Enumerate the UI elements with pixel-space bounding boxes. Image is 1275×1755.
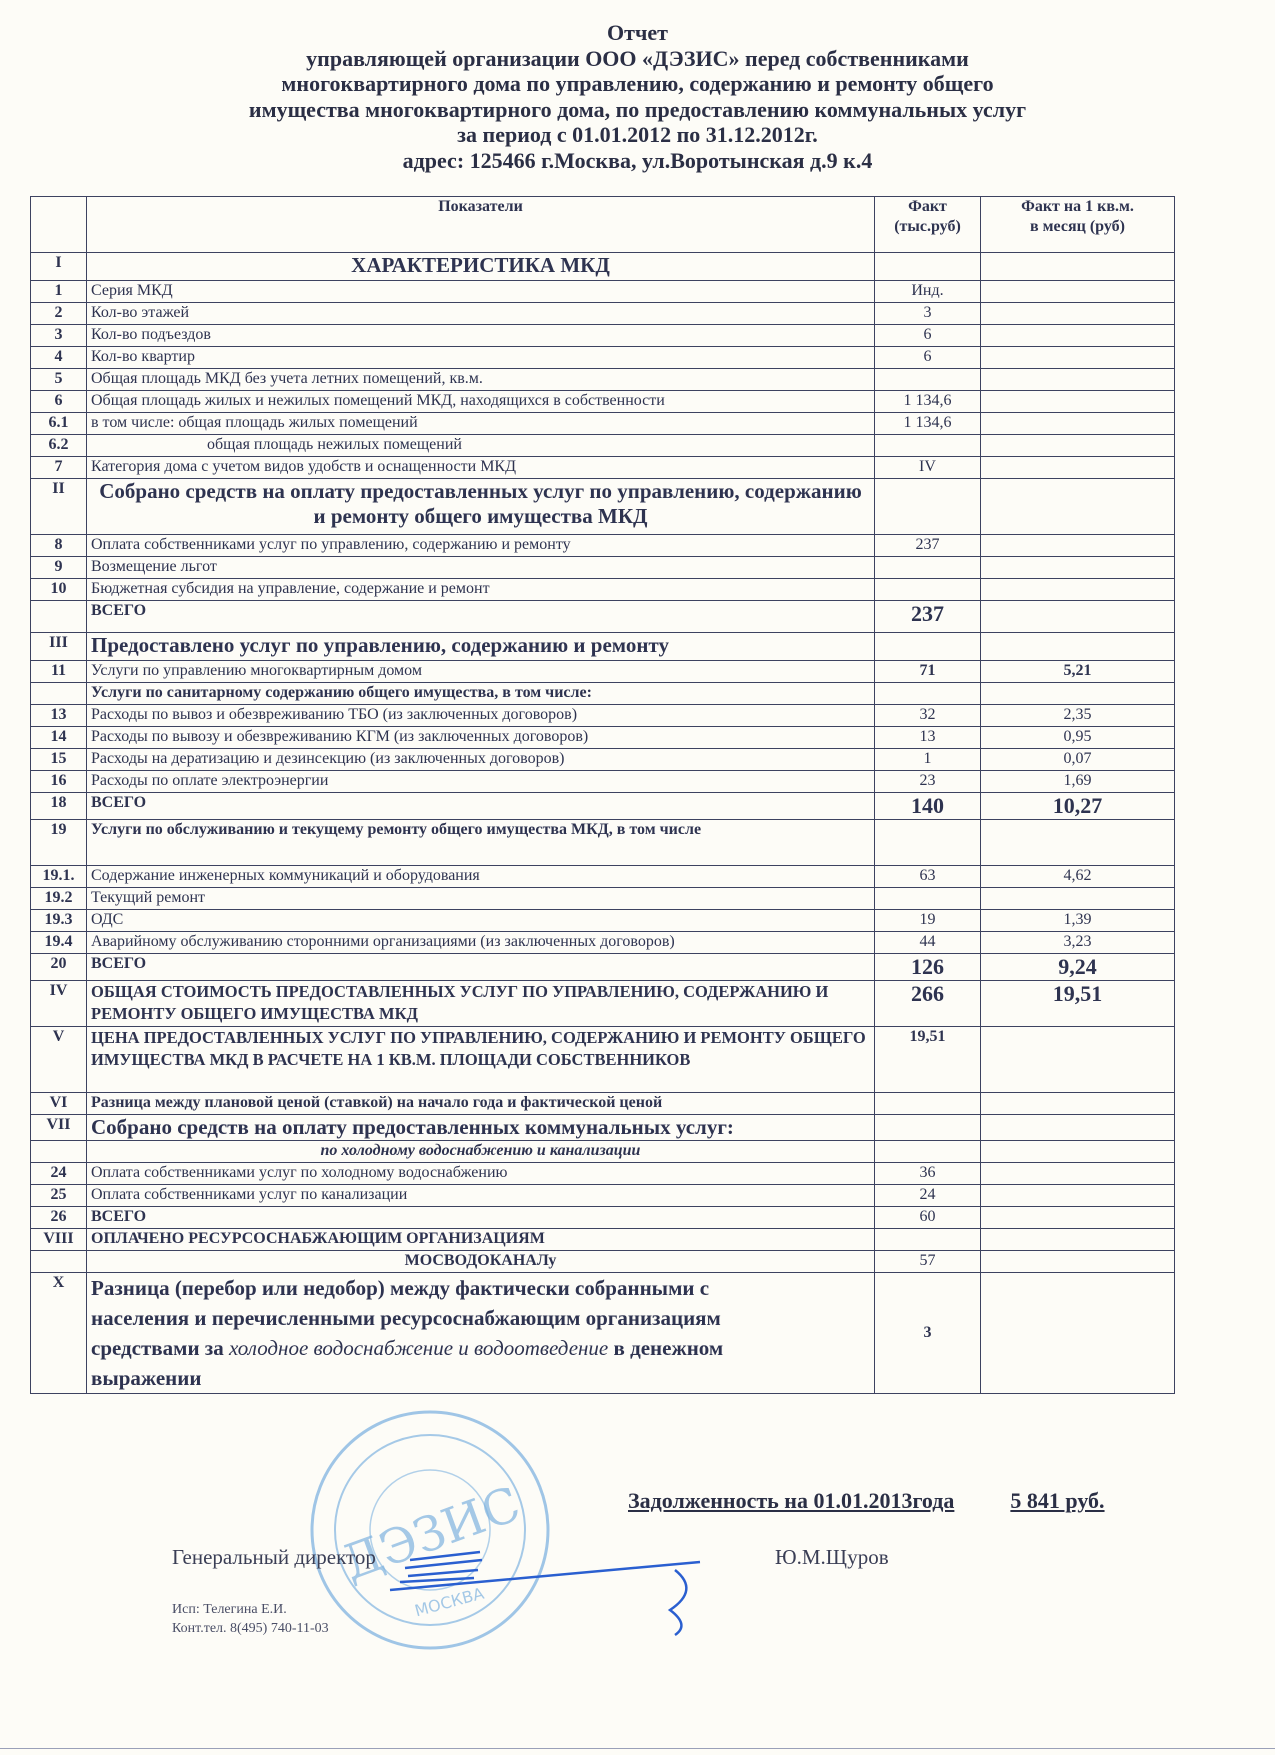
header-fact-line1: Факт	[908, 198, 947, 215]
header-fact-per-m2-line2: в месяц (руб)	[1030, 218, 1125, 235]
row-fact-value: 57	[875, 1251, 981, 1273]
row-number: 19.3	[31, 910, 87, 932]
table-row	[31, 727, 1175, 749]
row-indicator: общая площадь нежилых помещений	[87, 435, 875, 457]
row-fact-value: 19,51	[875, 1027, 981, 1093]
row-number: 19.4	[31, 932, 87, 954]
row-number: 26	[31, 1207, 87, 1229]
row-indicator: ХАРАКТЕРИСТИКА МКД	[87, 253, 875, 281]
row-fact-value: Инд.	[875, 281, 981, 303]
row-number: 19	[31, 820, 87, 866]
signatory-name: Ю.М.Щуров	[775, 1545, 889, 1569]
row-fact-value	[875, 435, 981, 457]
table-row	[31, 303, 1175, 325]
table-row	[31, 253, 1175, 281]
row-fact-value: 1 134,6	[875, 413, 981, 435]
row-fact-value	[875, 557, 981, 579]
table-row	[31, 683, 1175, 705]
table-row	[31, 1185, 1175, 1207]
row-fact-value: 6	[875, 347, 981, 369]
row-per-m2-value	[981, 253, 1175, 281]
report-subtitle-line: управляющей организации ООО «ДЭЗИС» перед собственниками	[306, 45, 969, 71]
row-per-m2-value: 0,07	[981, 749, 1175, 771]
row-indicator: Разница между плановой ценой (ставкой) на начало года и фактической ценой	[87, 1093, 875, 1115]
row-indicator: ОДС	[87, 910, 875, 932]
debt-line	[628, 1488, 1105, 1514]
row-fact-value	[875, 888, 981, 910]
row-number: III	[31, 633, 87, 661]
table-row	[31, 557, 1175, 579]
row-indicator: МОСВОДОКАНАЛу	[87, 1251, 875, 1273]
table-row	[31, 1163, 1175, 1185]
row-number: IV	[31, 981, 87, 1027]
row-indicator: по холодному водоснабжению и канализации	[87, 1141, 875, 1163]
row-indicator: Кол-во этажей	[87, 303, 875, 325]
table-row	[31, 535, 1175, 557]
row-indicator: Общая площадь жилых и нежилых помещений МКД, находящихся в собственности	[87, 391, 875, 413]
row-indicator-text: в денежном выражении	[91, 1336, 724, 1390]
row-fact-value	[875, 479, 981, 535]
table-row	[31, 749, 1175, 771]
table-row	[31, 888, 1175, 910]
debt-amount: 5 841 руб.	[1010, 1488, 1105, 1513]
row-number: II	[31, 479, 87, 535]
row-per-m2-value: 1,69	[981, 771, 1175, 793]
row-number: 2	[31, 303, 87, 325]
table-row	[31, 1207, 1175, 1229]
row-per-m2-value	[981, 391, 1175, 413]
header-fact-line2: (тыс.руб)	[894, 218, 961, 235]
table-row	[31, 369, 1175, 391]
row-number: 15	[31, 749, 87, 771]
row-number: 20	[31, 954, 87, 981]
header-num-cell	[31, 197, 87, 253]
table-row	[31, 820, 1175, 866]
row-number: 11	[31, 661, 87, 683]
row-number: VI	[31, 1093, 87, 1115]
row-number: 8	[31, 535, 87, 557]
row-per-m2-value	[981, 888, 1175, 910]
row-number: 10	[31, 579, 87, 601]
table-row	[31, 413, 1175, 435]
header-indicators: Показатели	[87, 197, 875, 253]
row-per-m2-value	[981, 1273, 1175, 1394]
table-row	[31, 435, 1175, 457]
table-row	[31, 1273, 1175, 1394]
row-fact-value: 19	[875, 910, 981, 932]
row-indicator	[87, 1273, 875, 1394]
table-row	[31, 479, 1175, 535]
row-indicator: Расходы по вывоз и обезвреживанию ТБО (из заключенных договоров)	[87, 705, 875, 727]
svg-text:МОСКВА: МОСКВА	[412, 1583, 486, 1621]
row-fact-value: 13	[875, 727, 981, 749]
row-fact-value: 1 134,6	[875, 391, 981, 413]
row-fact-value	[875, 253, 981, 281]
row-number: 19.1.	[31, 866, 87, 888]
row-per-m2-value	[981, 1141, 1175, 1163]
row-per-m2-value	[981, 633, 1175, 661]
table-row	[31, 1027, 1175, 1093]
table-row	[31, 579, 1175, 601]
executor-phone: Конт.тел. 8(495) 740-11-03	[172, 1621, 329, 1636]
row-fact-value: 44	[875, 932, 981, 954]
table-row	[31, 391, 1175, 413]
row-indicator: Аварийному обслуживанию сторонними организациями (из заключенных договоров)	[87, 932, 875, 954]
signatory-title: Генеральный директор	[172, 1545, 376, 1569]
row-per-m2-value: 19,51	[981, 981, 1175, 1027]
row-indicator: Бюджетная субсидия на управление, содержание и ремонт	[87, 579, 875, 601]
row-fact-value: 36	[875, 1163, 981, 1185]
row-fact-value	[875, 369, 981, 391]
row-indicator-italic: холодное водоснабжение и водоотведение	[229, 1336, 609, 1360]
row-fact-value: 71	[875, 661, 981, 683]
row-fact-value: 32	[875, 705, 981, 727]
row-number: 7	[31, 457, 87, 479]
row-number: 6.1	[31, 413, 87, 435]
row-indicator: Категория дома с учетом видов удобств и оснащенности МКД	[87, 457, 875, 479]
row-indicator: ОБЩАЯ СТОИМОСТЬ ПРЕДОСТАВЛЕННЫХ УСЛУГ ПО УПРАВЛЕНИЮ, СОДЕРЖАНИЮ И РЕМОНТУ ОБЩЕГО ИМУЩЕСТВА МКД	[87, 981, 875, 1027]
row-number: 5	[31, 369, 87, 391]
row-number: X	[31, 1273, 87, 1394]
table-row	[31, 1115, 1175, 1141]
svg-text:ДЭЗИС: ДЭЗИС	[335, 1475, 528, 1592]
row-fact-value: 1	[875, 749, 981, 771]
row-fact-value: 60	[875, 1207, 981, 1229]
row-indicator: Расходы по оплате электроэнергии	[87, 771, 875, 793]
row-indicator: Собрано средств на оплату предоставленных коммунальных услуг:	[87, 1115, 875, 1141]
row-per-m2-value: 3,23	[981, 932, 1175, 954]
row-indicator: Общая площадь МКД без учета летних помещений, кв.м.	[87, 369, 875, 391]
row-fact-value: 24	[875, 1185, 981, 1207]
row-indicator: Услуги по санитарному содержанию общего имущества, в том числе:	[87, 683, 875, 705]
table-header-row	[31, 197, 1175, 253]
row-per-m2-value	[981, 1093, 1175, 1115]
table-row	[31, 910, 1175, 932]
row-per-m2-value: 2,35	[981, 705, 1175, 727]
row-indicator: ВСЕГО	[87, 601, 875, 633]
row-per-m2-value	[981, 1163, 1175, 1185]
row-per-m2-value: 9,24	[981, 954, 1175, 981]
row-per-m2-value	[981, 1229, 1175, 1251]
row-indicator: Содержание инженерных коммуникаций и оборудования	[87, 866, 875, 888]
row-fact-value: IV	[875, 457, 981, 479]
row-fact-value	[875, 683, 981, 705]
row-number	[31, 1251, 87, 1273]
row-indicator: Серия МКД	[87, 281, 875, 303]
row-number: VII	[31, 1115, 87, 1141]
table-body	[31, 253, 1175, 1394]
row-per-m2-value	[981, 820, 1175, 866]
table-row	[31, 457, 1175, 479]
row-number: VIII	[31, 1229, 87, 1251]
row-fact-value	[875, 579, 981, 601]
report-header	[0, 20, 1275, 173]
row-fact-value: 266	[875, 981, 981, 1027]
table-row	[31, 281, 1175, 303]
report-table	[30, 196, 1175, 1394]
report-subtitle-line: имущества многоквартирного дома, по предоставлению коммунальных услуг	[248, 96, 1027, 122]
row-indicator: Собрано средств на оплату предоставленных услуг по управлению, содержанию и ремонту общего имущества МКД	[87, 479, 875, 535]
row-number: 4	[31, 347, 87, 369]
row-indicator: Услуги по обслуживанию и текущему ремонту общего имущества МКД, в том числе	[87, 820, 875, 866]
row-indicator: ВСЕГО	[87, 1207, 875, 1229]
row-number	[31, 683, 87, 705]
row-indicator: Расходы на дератизацию и дезинсекцию (из заключенных договоров)	[87, 749, 875, 771]
row-number: 6.2	[31, 435, 87, 457]
row-per-m2-value: 5,21	[981, 661, 1175, 683]
row-indicator: Текущий ремонт	[87, 888, 875, 910]
row-number: 19.2	[31, 888, 87, 910]
row-indicator: Оплата собственниками услуг по управлению, содержанию и ремонту	[87, 535, 875, 557]
row-number: I	[31, 253, 87, 281]
row-number: 3	[31, 325, 87, 347]
table-row	[31, 347, 1175, 369]
row-per-m2-value: 4,62	[981, 866, 1175, 888]
table-row	[31, 793, 1175, 820]
row-number	[31, 601, 87, 633]
row-per-m2-value	[981, 457, 1175, 479]
report-address: адрес: 125466 г.Москва, ул.Воротынская д.9 к.4	[402, 147, 873, 173]
table-row	[31, 661, 1175, 683]
row-indicator: Расходы по вывозу и обезвреживанию КГМ (из заключенных договоров)	[87, 727, 875, 749]
row-fact-value	[875, 633, 981, 661]
report-subtitle-line: многоквартирного дома по управлению, содержанию и ремонту общего	[281, 71, 994, 96]
row-fact-value: 23	[875, 771, 981, 793]
row-indicator: ВСЕГО	[87, 793, 875, 820]
row-per-m2-value	[981, 413, 1175, 435]
row-per-m2-value	[981, 683, 1175, 705]
row-indicator: Услуги по управлению многоквартирным домом	[87, 661, 875, 683]
report-title: Отчет	[607, 20, 668, 45]
row-per-m2-value	[981, 281, 1175, 303]
row-fact-value: 3	[875, 1273, 981, 1394]
debt-label: Задолженность на 01.01.2013года	[628, 1488, 955, 1513]
table-row	[31, 705, 1175, 727]
table-row	[31, 954, 1175, 981]
row-per-m2-value: 1,39	[981, 910, 1175, 932]
row-fact-value	[875, 1115, 981, 1141]
table-row	[31, 1141, 1175, 1163]
row-per-m2-value	[981, 579, 1175, 601]
row-indicator: Кол-во квартир	[87, 347, 875, 369]
row-per-m2-value	[981, 1027, 1175, 1093]
row-per-m2-value	[981, 1207, 1175, 1229]
row-fact-value	[875, 820, 981, 866]
row-per-m2-value	[981, 303, 1175, 325]
row-number: 16	[31, 771, 87, 793]
row-number	[31, 1141, 87, 1163]
page-edge-line	[0, 1748, 1275, 1749]
header-fact-per-m2-line1: Факт на 1 кв.м.	[1021, 198, 1134, 215]
row-fact-value: 6	[875, 325, 981, 347]
row-number: 9	[31, 557, 87, 579]
row-per-m2-value	[981, 1185, 1175, 1207]
executor-info	[172, 1600, 329, 1638]
row-per-m2-value	[981, 557, 1175, 579]
row-indicator: Оплата собственниками услуг по холодному водоснабжению	[87, 1163, 875, 1185]
row-fact-value	[875, 1141, 981, 1163]
row-fact-value: 126	[875, 954, 981, 981]
row-indicator: ОПЛАЧЕНО РЕСУРСОСНАБЖАЮЩИМ ОРГАНИЗАЦИЯМ	[87, 1229, 875, 1251]
row-number: 14	[31, 727, 87, 749]
table-row	[31, 1251, 1175, 1273]
row-indicator: Оплата собственниками услуг по канализации	[87, 1185, 875, 1207]
table-row	[31, 1229, 1175, 1251]
handwritten-signature-icon	[370, 1530, 790, 1640]
row-per-m2-value	[981, 601, 1175, 633]
table-row	[31, 601, 1175, 633]
row-number: 13	[31, 705, 87, 727]
row-per-m2-value	[981, 369, 1175, 391]
row-per-m2-value	[981, 535, 1175, 557]
table-row	[31, 866, 1175, 888]
row-fact-value: 237	[875, 601, 981, 633]
row-indicator: Возмещение льгот	[87, 557, 875, 579]
row-per-m2-value	[981, 325, 1175, 347]
table-row	[31, 633, 1175, 661]
row-number: V	[31, 1027, 87, 1093]
table-row	[31, 771, 1175, 793]
table-row	[31, 1093, 1175, 1115]
header-fact-per-m2	[981, 197, 1175, 253]
report-period: за период с 01.01.2012 по 31.12.2012г.	[457, 122, 818, 147]
row-fact-value: 140	[875, 793, 981, 820]
row-number: 1	[31, 281, 87, 303]
row-indicator: ЦЕНА ПРЕДОСТАВЛЕННЫХ УСЛУГ ПО УПРАВЛЕНИЮ, СОДЕРЖАНИЮ И РЕМОНТУ ОБЩЕГО ИМУЩЕСТВА МКД В РАСЧЕТЕ НА 1 КВ.М. ПЛОЩАДИ СОБСТВЕННИКОВ	[87, 1027, 875, 1093]
row-fact-value: 237	[875, 535, 981, 557]
row-per-m2-value	[981, 479, 1175, 535]
row-per-m2-value: 10,27	[981, 793, 1175, 820]
row-fact-value	[875, 1093, 981, 1115]
row-indicator: ВСЕГО	[87, 954, 875, 981]
row-fact-value	[875, 1229, 981, 1251]
row-per-m2-value	[981, 1251, 1175, 1273]
row-number: 18	[31, 793, 87, 820]
row-per-m2-value	[981, 1115, 1175, 1141]
row-fact-value: 3	[875, 303, 981, 325]
row-indicator: Кол-во подъездов	[87, 325, 875, 347]
executor-name: Исп: Телегина Е.И.	[172, 1602, 287, 1617]
row-per-m2-value: 0,95	[981, 727, 1175, 749]
table-row	[31, 981, 1175, 1027]
row-number: 6	[31, 391, 87, 413]
table-row	[31, 325, 1175, 347]
table-row	[31, 932, 1175, 954]
row-number: 24	[31, 1163, 87, 1185]
row-indicator-text: Разница (перебор или недобор) между фактически собранными с населения и перечисленными ресурсоснабжающим организациям средствами за	[91, 1276, 721, 1360]
row-per-m2-value	[981, 347, 1175, 369]
header-fact	[875, 197, 981, 253]
row-indicator: Предоставлено услуг по управлению, содержанию и ремонту	[87, 633, 875, 661]
row-fact-value: 63	[875, 866, 981, 888]
row-number: 25	[31, 1185, 87, 1207]
row-indicator: в том числе: общая площадь жилых помещений	[87, 413, 875, 435]
row-per-m2-value	[981, 435, 1175, 457]
